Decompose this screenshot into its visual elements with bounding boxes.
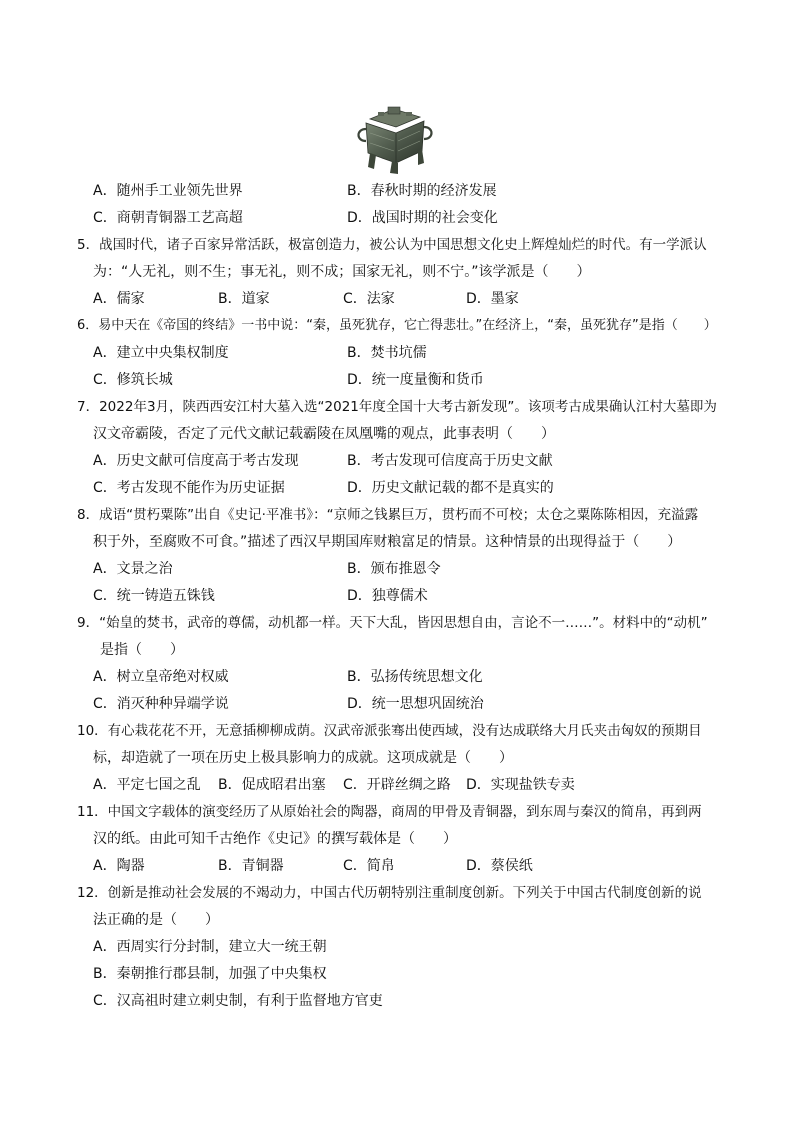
q7-stem-line1: 7．2022年3月，陕西西安江村大墓入选“2021年度全国十大考古新发现”。该项考古成果确认江村大墓即为 — [77, 399, 717, 415]
q12-option-c[interactable]: C．汉高祖时建立刺史制，有利于监督地方官吏 — [93, 993, 383, 1009]
q10-stem-line1: 10．有心栽花花不开，无意插柳柳成荫。汉武帝派张骞出使西域，没有达成联络大月氏夹击匈奴的预期目 — [77, 723, 702, 739]
q12-stem-line2: 法正确的是（ ） — [93, 912, 219, 928]
q8-option-d[interactable]: D．独尊儒术 — [347, 588, 428, 604]
q11-option-d[interactable]: D．蔡侯纸 — [466, 858, 533, 874]
q6-option-b[interactable]: B．焚书坑儒 — [347, 345, 427, 361]
q11-stem-line1: 11．中国文字载体的演变经历了从原始社会的陶器，商周的甲骨及青铜器，到东周与秦汉的简帛，再到两 — [77, 804, 702, 820]
q8-stem-line2: 积于外，至腐败不可食。”描述了西汉早期国库财粮富足的情景。这种情景的出现得益于（ ） — [93, 534, 682, 550]
q11-option-c[interactable]: C．简帛 — [343, 858, 395, 874]
q8-option-c[interactable]: C．统一铸造五铢钱 — [93, 588, 215, 604]
q12-option-b[interactable]: B．秦朝推行郡县制，加强了中央集权 — [93, 966, 327, 982]
q11-stem-line2: 汉的纸。由此可知千古绝作《史记》的撰写载体是（ ） — [93, 831, 457, 847]
q5-option-b[interactable]: B．道家 — [218, 291, 270, 307]
q5-option-d[interactable]: D．墨家 — [466, 291, 519, 307]
q10-stem-line2: 标，却造就了一项在历史上极具影响力的成就。这项成就是（ ） — [93, 750, 513, 766]
q12-option-a[interactable]: A．西周实行分封制，建立大一统王朝 — [93, 939, 327, 955]
q8-option-a[interactable]: A．文景之治 — [93, 561, 173, 577]
q5-stem-line2: 为：“人无礼，则不生；事无礼，则不成；国家无礼，则不宁。”该学派是（ ） — [93, 264, 591, 280]
q4-option-a[interactable]: A．随州手工业领先世界 — [93, 183, 243, 199]
q10-option-c[interactable]: C．开辟丝绸之路 — [343, 777, 451, 793]
q8-option-b[interactable]: B．颁布推恩令 — [347, 561, 441, 577]
q9-option-a[interactable]: A．树立皇帝绝对权威 — [93, 669, 229, 685]
q7-option-b[interactable]: B．考古发现可信度高于历史文献 — [347, 453, 553, 469]
q7-stem-line2: 汉文帝霸陵，否定了元代文献记载霸陵在凤凰嘴的观点，此事表明（ ） — [93, 426, 555, 442]
q6-option-a[interactable]: A．建立中央集权制度 — [93, 345, 229, 361]
q10-option-d[interactable]: D．实现盐铁专卖 — [466, 777, 575, 793]
q12-stem-line1: 12．创新是推动社会发展的不竭动力，中国古代历朝特别注重制度创新。下列关于中国古代制度创新的说 — [77, 885, 702, 901]
q6-stem-line1: 6．易中天在《帝国的终结》一书中说：“秦，虽死犹存，它亡得悲壮。”在经济上，“秦，虽死犹存”是指（ ） — [77, 318, 717, 333]
q5-stem-line1: 5．战国时代，诸子百家异常活跃，极富创造力，被公认为中国思想文化史上辉煌灿烂的时代。有一学派认 — [77, 237, 707, 253]
q9-option-c[interactable]: C．消灭种种异端学说 — [93, 696, 229, 712]
bronze-vessel-image — [352, 103, 436, 175]
q9-stem-line1: 9．“始皇的焚书，武帝的尊儒，动机都一样。天下大乱，皆因思想自由，言论不一……”。材料中的“动机” — [77, 615, 708, 631]
q4-option-c[interactable]: C．商朝青铜器工艺高超 — [93, 210, 243, 226]
q7-option-a[interactable]: A．历史文献可信度高于考古发现 — [93, 453, 299, 469]
q11-option-a[interactable]: A．陶器 — [93, 858, 145, 874]
q5-option-c[interactable]: C．法家 — [343, 291, 395, 307]
q10-option-a[interactable]: A．平定七国之乱 — [93, 777, 201, 793]
q8-stem-line1: 8．成语“贯朽粟陈”出自《史记·平准书》：“京师之钱累巨万，贯朽而不可校；太仓之粟陈陈相因，充溢露 — [77, 507, 699, 523]
q4-option-d[interactable]: D．战国时期的社会变化 — [347, 210, 498, 226]
q7-option-c[interactable]: C．考古发现不能作为历史证据 — [93, 480, 285, 496]
q4-option-b[interactable]: B．春秋时期的经济发展 — [347, 183, 497, 199]
q5-option-a[interactable]: A．儒家 — [93, 291, 145, 307]
q9-stem-line2: 是指（ ） — [100, 642, 184, 658]
q6-option-c[interactable]: C．修筑长城 — [93, 372, 173, 388]
q7-option-d[interactable]: D．历史文献记载的都不是真实的 — [347, 480, 554, 496]
q10-option-b[interactable]: B．促成昭君出塞 — [218, 777, 326, 793]
q11-option-b[interactable]: B．青铜器 — [218, 858, 284, 874]
q9-option-d[interactable]: D．统一思想巩固统治 — [347, 696, 484, 712]
q6-option-d[interactable]: D．统一度量衡和货币 — [347, 372, 484, 388]
q9-option-b[interactable]: B．弘扬传统思想文化 — [347, 669, 483, 685]
